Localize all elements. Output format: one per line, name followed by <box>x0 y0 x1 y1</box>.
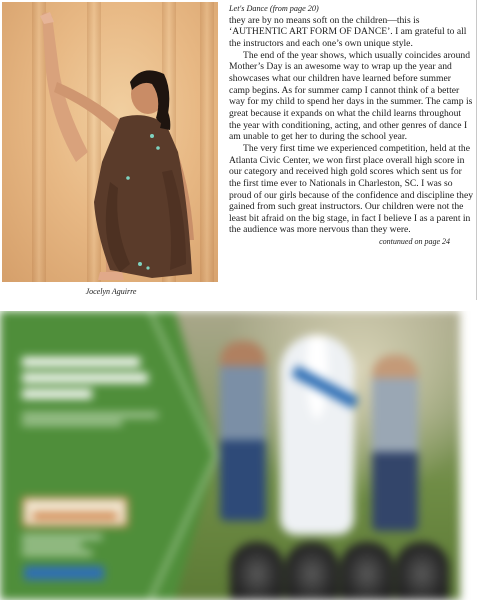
article-column <box>229 3 474 248</box>
tire <box>230 542 284 600</box>
ad-content <box>0 311 460 600</box>
tire <box>285 542 339 600</box>
runner-figure <box>220 341 266 521</box>
dancer-photo <box>2 2 218 282</box>
dancer-figure <box>2 2 218 282</box>
article-paragraph: The very first time we experienced competition, held at the Atlanta Civic Center, we won first place overall high score in our category and received high gold scores which sent us for the first time ever to Nationals in Charleston, SC. I was so proud of our girls because of the confidence and discipline they gained from such great instructors. Our children were not the least bit afraid on the big stage, in fact I believe I as a parent in the audience was more nervous than they were. <box>229 142 474 236</box>
ad-logo <box>22 497 128 527</box>
article-paragraph: The end of the year shows, which usually coincides around Mother’s Day is an awesome way to wrap up the year and showcases what our children have learned before summer camp begins. As for summer camp I cannot think of a better way for my child to spend her days in the summer. The camp is great because it expands on what the child learns throughout the year with conditioning, acting, and other genres of dance I am unable to get her to during the school year. <box>229 49 473 143</box>
tire <box>395 542 449 600</box>
jump-head: Let's Dance (from page 20) <box>229 4 319 13</box>
tire <box>340 542 394 600</box>
article-paragraph: they are by no means soft on the children—this is ‘AUTHENTIC ART FORM OF DANCE’. I am grateful to all the instructors and each one’s own unique style. <box>229 14 467 49</box>
page-edge-rule <box>476 0 477 300</box>
mascot-figure <box>280 335 354 535</box>
blurred-advertisement <box>0 311 478 600</box>
runner-figure <box>372 355 418 531</box>
ad-headline <box>22 353 162 399</box>
photo-caption: Jocelyn Aguirre <box>85 287 137 296</box>
ad-subtext <box>22 409 162 425</box>
continued-note: contunued on page 24 <box>379 237 450 247</box>
ad-address <box>22 531 142 555</box>
ad-brand-badge <box>24 566 104 580</box>
